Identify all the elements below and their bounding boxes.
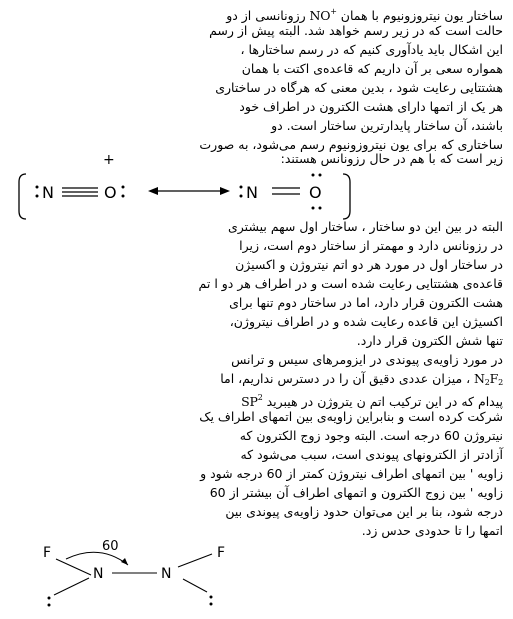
paragraph2-line6: اکسیژن این قاعده رعایت شده و در اطراف نیتروژن، [229, 314, 503, 329]
paragraph2-line3: در ساختار اول در مورد هر دو اتم نیتروژن و اکسیژن [235, 257, 503, 272]
text-segment: پیدام که در این ترکیب اتم ن یتروژن در هیبرید [266, 394, 503, 409]
lone-pair-line-left [54, 578, 89, 595]
paragraph3-line1: در مورد زاویه‌ی پیوندی در ایزومرهای سیس و ترانس [231, 352, 503, 367]
n-f-bond-left [56, 559, 91, 575]
resonance-arrow [148, 187, 230, 195]
fluorine-atom-right: F [217, 545, 226, 561]
formula-charge: + [330, 7, 337, 16]
paragraph2-line7: تنها شش الکترون قرار دارد. [356, 333, 503, 348]
text-segment: ، میزان عددی دقیق آن را در دسترس نداریم، اما [220, 371, 471, 386]
n2f2-angle-diagram [0, 535, 513, 619]
triple-bond [62, 188, 98, 196]
formula-text: NO [309, 8, 331, 23]
nitrogen-atom: N [42, 183, 54, 202]
paragraph1-line4: همواره سعی بر آن داریم که قاعده‌ی اکتت با همان [241, 61, 503, 76]
paragraph3-line9: درجه شود، بنا بر این می‌توان حدود زاویه‌ی پیوندی بین [225, 504, 503, 519]
lone-pair [122, 186, 125, 198]
angle-arc [66, 552, 128, 565]
formula-subscript: 2 [498, 378, 503, 387]
fluorine-atom-left: F [43, 545, 52, 561]
paragraph1-line9: زیر است که با هم در حال رزونانس هستند: [280, 151, 503, 166]
left-bracket [19, 174, 26, 219]
text-segment: ساختار یون نیتروزونیوم با همان [340, 8, 503, 23]
paragraph1-line2: حالت است که در زیر رسم خواهد شد. البته پیش از رسم [209, 23, 503, 38]
right-bracket [343, 174, 350, 219]
paragraph3-line4: شرکت کرده است و بنابراین زاویه‌ی بین اتمهای اطراف یک [199, 409, 503, 424]
angle-label: 60 [102, 539, 119, 554]
paragraph3-line10: اتمها را تا حدودی حدس زد. [361, 523, 503, 538]
formula-superscript: 2 [257, 393, 263, 402]
oxygen-atom: O [104, 183, 117, 202]
n-f-bond-right [178, 554, 212, 567]
formula-subscript: 2 [484, 378, 490, 387]
double-bond [272, 188, 300, 194]
paragraph2-line1: البته در بین این دو ساختار ، ساختار اول سهم بیشتری [228, 219, 503, 234]
positive-charge: + [103, 152, 115, 168]
paragraph2-line5: هشت الکترون قرار دارد، اما در ساختار دوم تنها برای [229, 295, 503, 310]
resonance-diagram [0, 150, 513, 225]
paragraph3-line5: نیتروژن 60 درجه است. البته وجود زوج الکترون که [239, 428, 503, 443]
paragraph3-line7: زاویه ' بین اتمهای اطراف نیتروژن کمتر از 60 درجه شود و [200, 466, 503, 481]
nitrogen-atom: N [246, 183, 258, 202]
lone-pair [240, 186, 243, 198]
lone-pair-right [210, 596, 213, 606]
angle-arc-arrowhead [121, 558, 128, 565]
paragraph1-line3: این اشکال باید یادآوری کنیم که در رسم ساختارها ، [240, 42, 503, 57]
formula-text: F [489, 371, 499, 386]
paragraph1-line6: هر یک از اتمها دارای هشت الکترون در اطراف خود [239, 99, 503, 114]
lone-pair-line-right [183, 579, 207, 592]
paragraph1-line7: باشند، آن ساختار پایدارترین ساختار است. دو [271, 118, 503, 133]
paragraph1-line8: ساختاری که برای یون نیتروزونیوم رسم می‌شود، به صورت [199, 137, 503, 152]
dinitrogen-difluoride-formula [474, 371, 503, 386]
paragraph3-line6: آزادتر از الکترونهای پیوندی است، سبب می‌شود که [240, 447, 503, 462]
paragraph3-line8: زاویه ' بین زوج الکترون و اتمهای اطراف آن بیشتر از 60 [209, 485, 503, 500]
formula-text: SP [241, 394, 258, 409]
oxygen-atom: O [309, 183, 322, 202]
paragraph2-line2: در رزونانس دارد و مهمتر از ساختار دوم است، زیرا [239, 238, 503, 253]
lone-pair [312, 207, 322, 210]
nitrogen-atom-left: N [93, 566, 104, 582]
lone-pair [36, 186, 39, 198]
lone-pair [312, 174, 322, 177]
nitrogen-atom-right: N [161, 566, 172, 582]
paragraph1-line5: هشتتایی رعایت شود ، بدین معنی که هرگاه در ساختاری [215, 80, 503, 95]
text-segment: رزونانسی از دو [226, 8, 306, 23]
formula-text: N [473, 371, 485, 386]
paragraph2-line4: قاعده‌ی هشتتایی رعایت شده است و در اطراف هر دو ا تم [198, 276, 503, 291]
lone-pair-left [48, 597, 51, 607]
